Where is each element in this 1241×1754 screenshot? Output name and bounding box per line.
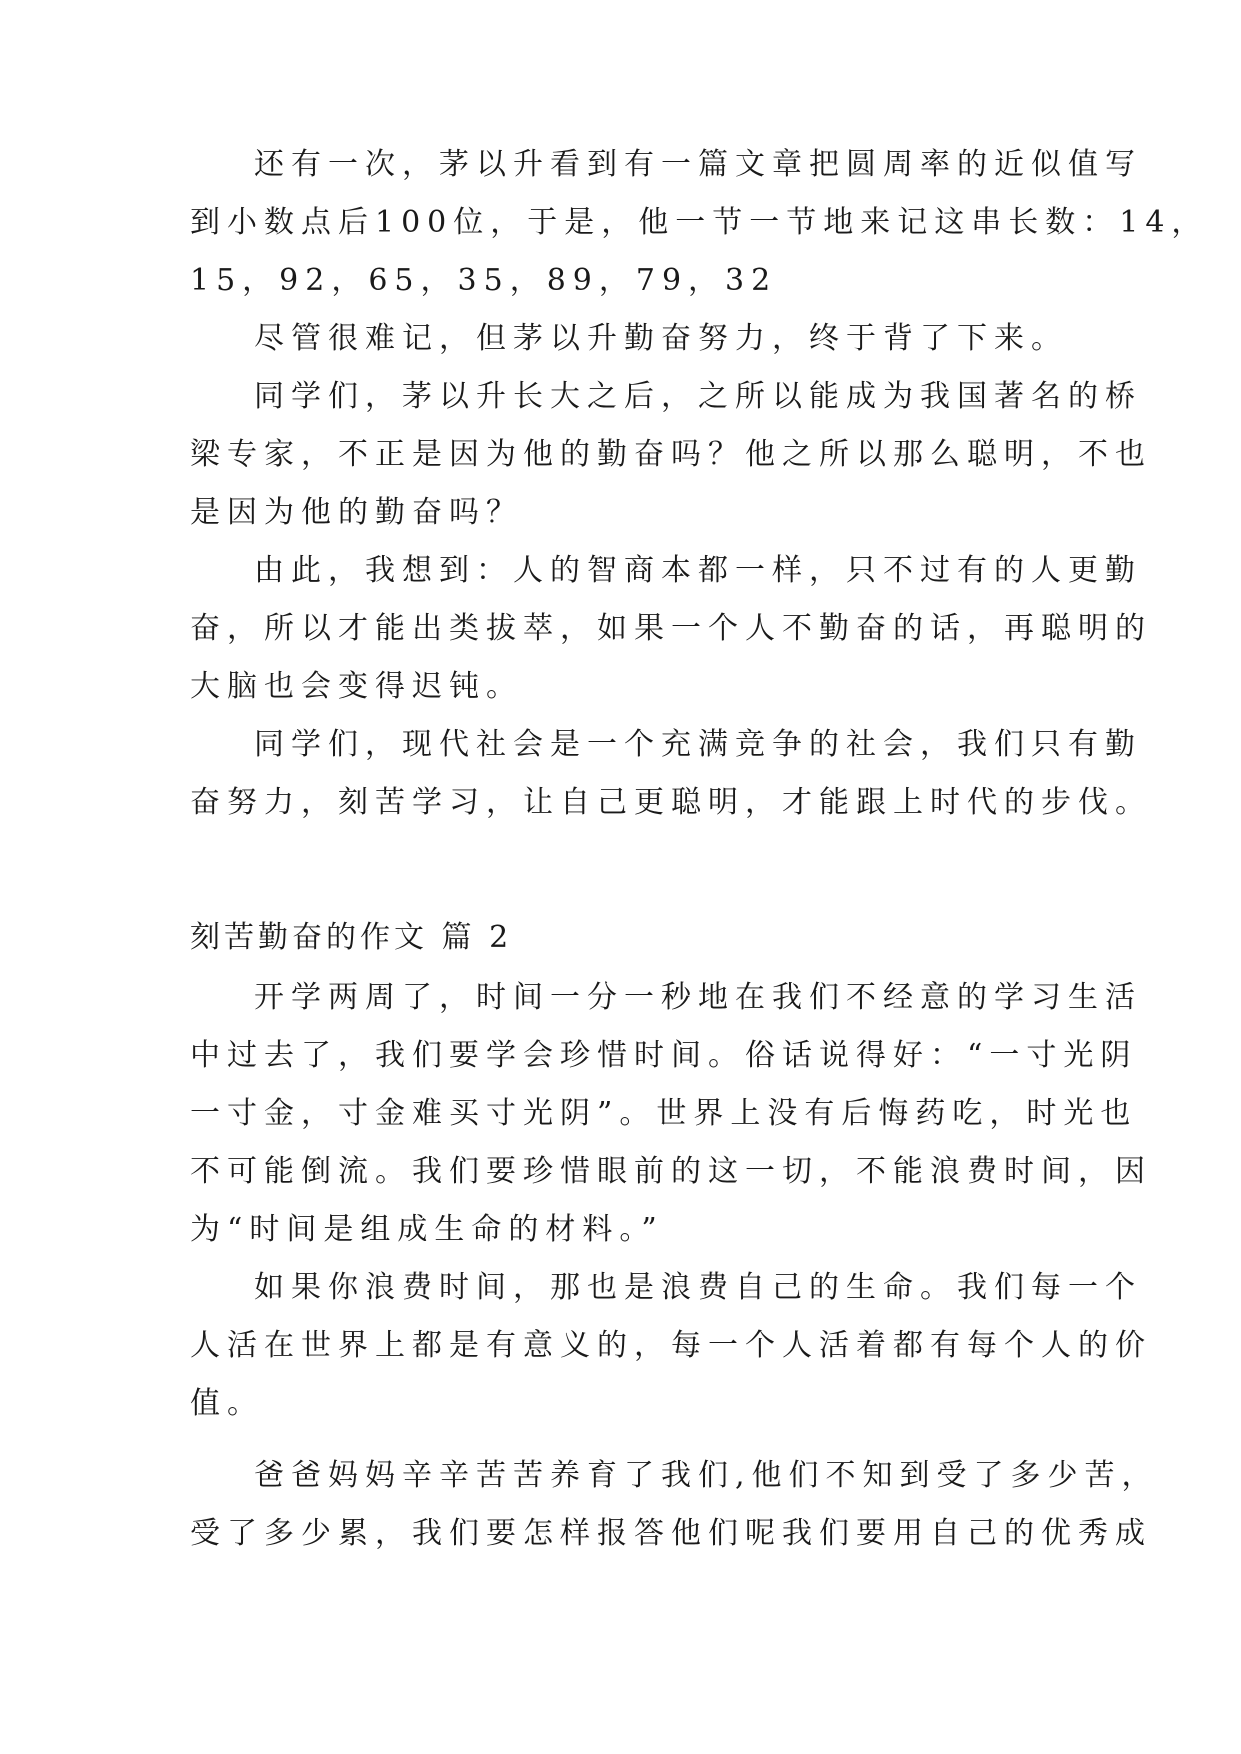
paragraph-line: 奋努力，刻苦学习，让自己更聪明，才能跟上时代的步伐。 xyxy=(190,785,1152,820)
paragraph-line: 奋，所以才能出类拔萃，如果一个人不勤奋的话，再聪明的 xyxy=(190,611,1152,646)
paragraph-line: 受了多少累，我们要怎样报答他们呢我们要用自己的优秀成 xyxy=(190,1516,1152,1551)
paragraph-line: 如果你浪费时间，那也是浪费自己的生命。我们每一个 xyxy=(254,1270,1142,1305)
paragraph-line: 不可能倒流。我们要珍惜眼前的这一切，不能浪费时间，因 xyxy=(190,1154,1152,1189)
paragraph-line: 梁专家，不正是因为他的勤奋吗？他之所以那么聪明，不也 xyxy=(190,437,1152,472)
paragraph-line: 开学两周了，时间一分一秒地在我们不经意的学习生活 xyxy=(254,980,1142,1015)
paragraph-line: 15，92，65，35，89，79，32 xyxy=(190,263,778,298)
paragraph-line: 爸爸妈妈辛辛苦苦养育了我们,他们不知到受了多少苦， xyxy=(254,1458,1159,1493)
paragraph-line: 由此，我想到：人的智商本都一样，只不过有的人更勤 xyxy=(254,553,1142,588)
paragraph-line: 还有一次，茅以升看到有一篇文章把圆周率的近似值写 xyxy=(254,147,1142,182)
paragraph-line: 是因为他的勤奋吗？ xyxy=(190,495,523,530)
paragraph-line: 大脑也会变得迟钝。 xyxy=(190,669,523,704)
section-heading: 刻苦勤奋的作文 篇 2 xyxy=(190,920,513,955)
paragraph-line: 同学们，现代社会是一个充满竞争的社会，我们只有勤 xyxy=(254,727,1142,762)
paragraph-line: 人活在世界上都是有意义的，每一个人活着都有每个人的价 xyxy=(190,1328,1152,1363)
paragraph-line: 值。 xyxy=(190,1386,264,1421)
paragraph-line: 中过去了，我们要学会珍惜时间。俗话说得好：“一寸光阴 xyxy=(190,1038,1138,1073)
paragraph-line: 一寸金，寸金难买寸光阴”。世界上没有后悔药吃，时光也 xyxy=(190,1096,1138,1131)
paragraph-line: 为“时间是组成生命的材料。” xyxy=(190,1212,664,1247)
paragraph-line: 尽管很难记，但茅以升勤奋努力，终于背了下来。 xyxy=(254,321,1068,356)
paragraph-line: 同学们，茅以升长大之后，之所以能成为我国著名的桥 xyxy=(254,379,1142,414)
paragraph-line: 到小数点后100位，于是，他一节一节地来记这串长数：14， xyxy=(190,205,1209,240)
